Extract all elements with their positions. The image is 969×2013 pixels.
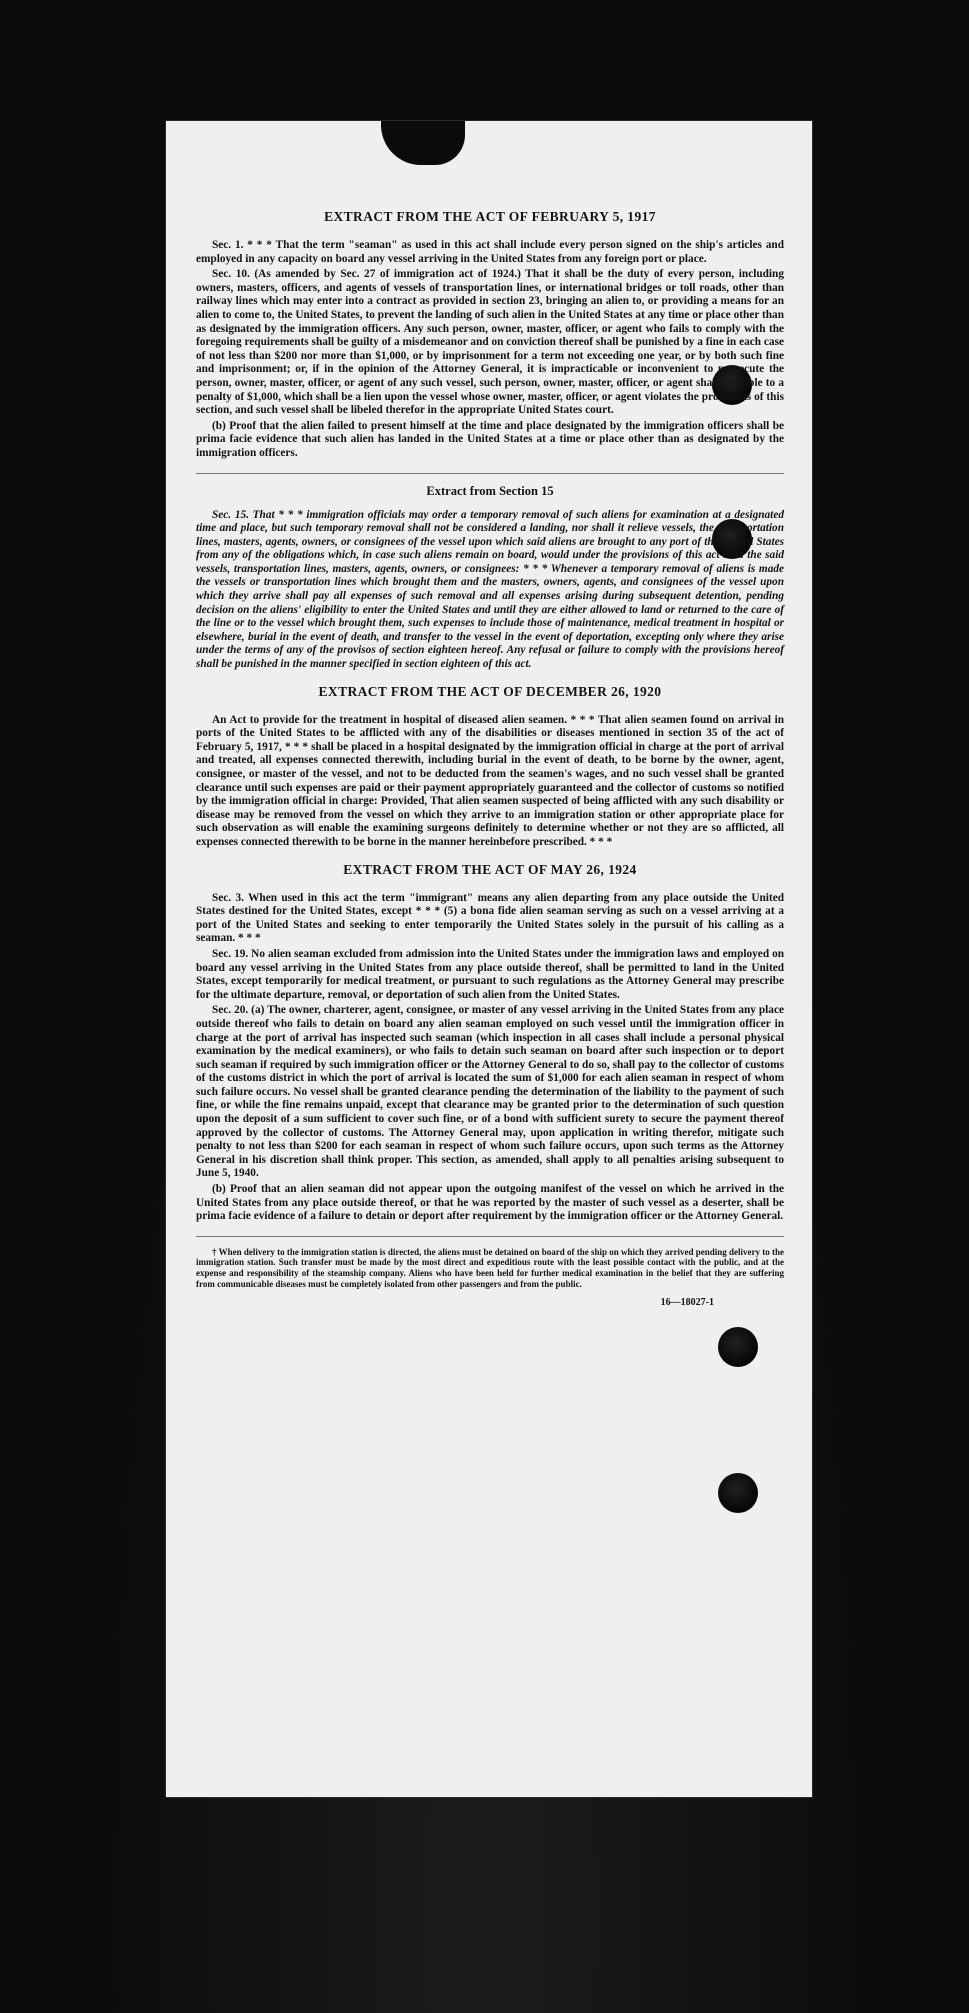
paragraph: Sec. 10. (As amended by Sec. 27 of immigration act of 1924.) That it shall be the duty of every person, including owners, masters, officers, and agents of vessels of transportation lines, or international bridges or toll roads, other than railway lines which may enter into a contract as provided in section 23, bringing an alien to, or providing a means for an alien to come to, the United States, to prevent the landing of such alien in the United States at any time or place other than as designated by the immigration officers. Any such person, owner, master, officer, or agent who fails to comply with the foregoing requirements shall be guilty of a misdemeanor and on conviction thereof shall be punished by a fine in each case of not less than $200 nor more than $1,000, or by imprisonment for a term not exceeding one year, or by both such fine and imprisonment; or, if in the opinion of the Attorney General, it is impracticable or inconvenient to prosecute the person, owner, master, officer, or agent of any such vessel, such person, owner, master, officer, or agent shall be liable to a penalty of $1,000, which shall be a lien upon the vessel whose owner, master, officer, or agent violates the provisions of this section, and such vessel shall be libeled therefor in the appropriate United States court. bbox=[196, 268, 784, 417]
section-heading: EXTRACT FROM THE ACT OF MAY 26, 1924 bbox=[343, 861, 637, 877]
section-act-1920 bbox=[196, 684, 784, 850]
document-text bbox=[196, 209, 784, 1308]
footnote-text: † When delivery to the immigration station is directed, the aliens must be detained on board of the ship on which they arrived pending delivery to the immigration station. Such transfer must be made by the most direct and expeditious route with the least possible contact with the public, and at the expense and responsibility of the steamship company. Aliens who have been held for further medical examination in the belief that they are suffering from communicable diseases must be completely isolated from other passengers and from the public. bbox=[196, 1246, 784, 1289]
section-heading: EXTRACT FROM THE ACT OF DECEMBER 26, 1920 bbox=[318, 683, 662, 699]
punch-hole-icon bbox=[718, 1473, 758, 1513]
section-15-extract bbox=[196, 484, 784, 672]
form-number: 16—18027-1 bbox=[660, 1297, 714, 1309]
paragraph: Sec. 15. That * * * immigration officials may order a temporary removal of such aliens for examination at a designated time and place, but such temporary removal shall not be considered a landing, nor shall it relieve vessels, the transportation lines, masters, agents, owners, or consignees of the vessel upon which said aliens are brought to any port of the United States from any of the obligations which, in case such aliens remain on board, would under the provisions of this act bind the said vessels, transportation lines, masters, agents, owners, or consignees: * * * Whenever a temporary removal of aliens is made the vessels or transportation lines which brought them and the masters, owners, agents, and consignees of the vessel upon which they arrive shall pay all expenses of such removal and all expenses arising during subsequent detention, pending decision on the aliens' eligibility to enter the United States and until they are either allowed to land or returned to the care of the line or to the vessel which brought them, such expenses to include those of maintenance, medical treatment in hospital or elsewhere, burial in the event of death, and transfer to the vessel in the event of deportation, excepting only where they arise under the terms of any of the provisos of section eighteen hereof. Any refusal or failure to comply with the provisions hereof shall be punished in the manner specified in section eighteen of this act. bbox=[196, 508, 784, 671]
paragraph: Sec. 1. * * * That the term "seaman" as used in this act shall include every person signed on the ship's articles and employed in any capacity on board any vessel arriving in the United States from any foreign port or place. bbox=[196, 239, 784, 265]
section-act-1917 bbox=[196, 209, 784, 461]
document-page bbox=[166, 121, 812, 1797]
paragraph: An Act to provide for the treatment in hospital of diseased alien seamen. * * * That alien seamen found on arrival in ports of the United States to be afflicted with any of the disabilities or diseases mentioned in section 35 of the act of February 5, 1917, * * * shall be placed in a hospital designated by the immigration official in charge at the port of arrival and treated, all expenses connected therewith, including burial in the event of death, to be borne by the owner, agent, consignee, or master of the vessel, and not to be deducted from the seamen's wages, and no such vessel shall be granted clearance until such expenses are paid or their payment appropriately guaranteed and the collector of customs so notified by the immigration official in charge: Provided, That alien seamen suspected of being afflicted with any such disability or disease may be removed from the vessel on which they arrive to an immigration station or other appropriate place for such observation as will enable the examining surgeons definitely to determine whether or not they are so afflicted, all expenses connected therewith to be borne in the manner hereinbefore prescribed. * * * bbox=[196, 713, 784, 848]
page-tear-notch bbox=[381, 121, 465, 165]
divider bbox=[196, 1236, 784, 1237]
section-heading: EXTRACT FROM THE ACT OF FEBRUARY 5, 1917 bbox=[324, 209, 656, 224]
paragraph: (b) Proof that an alien seaman did not appear upon the outgoing manifest of the vessel on which he arrived in the United States from any place outside thereof, or that he was reported by the master of such vessel as a deserter, shall be prima facie evidence of a failure to detain or deport after requirement by the immigration officer or the Attorney General. bbox=[196, 1183, 784, 1223]
section-act-1924 bbox=[196, 862, 784, 1224]
paragraph: (b) Proof that the alien failed to present himself at the time and place designated by the immigration officers shall be prima facie evidence that such alien has landed in the United States at a time or place other than as designated by the immigration officers. bbox=[196, 419, 784, 459]
punch-hole-icon bbox=[718, 1327, 758, 1367]
paragraph: Sec. 20. (a) The owner, charterer, agent, consignee, or master of any vessel arriving in the United States from any place outside thereof who fails to detain on board any alien seaman employed on such vessel until the immigration officer in charge at the port of arrival has inspected such seaman (which inspection in all cases shall include a personal physical examination by the medical examiners), or who fails to detain such seaman on board after such inspection or to deport such seaman if required by such immigration officer or the Attorney General to do so, shall pay to the collector of customs of the customs district in which the port of arrival is located the sum of $1,000 for each alien seaman in respect of whom such failure occurs. No vessel shall be granted clearance pending the determination of the liability to the payment of such fine, or while the fine remains unpaid, except that clearance may be granted prior to the determination of such question upon the deposit of a sum sufficient to cover such fine, or of a bond with sufficient surety to secure the payment thereof approved by the collector of customs. The Attorney General may, upon application in writing therefor, mitigate such penalty to not less than $200 for each seaman in respect of whom such failure occurs, upon such terms as the Attorney General in his discretion shall think proper. This section, as amended, shall apply to all penalties arising subsequent to June 5, 1940. bbox=[196, 1004, 784, 1180]
footnote bbox=[196, 1247, 784, 1289]
section-heading: Extract from Section 15 bbox=[426, 483, 554, 498]
paragraph: Sec. 3. When used in this act the term "immigrant" means any alien departing from any place outside the United States destined for the United States, except * * * (5) a bona fide alien seaman serving as such on a vessel arriving at a port of the United States and seeking to enter temporarily the United States solely in the pursuit of his calling as a seaman. * * * bbox=[196, 891, 784, 945]
paragraph: Sec. 19. No alien seaman excluded from admission into the United States under the immigration laws and employed on board any vessel arriving in the United States from any place outside thereof, shall be permitted to land in the United States, except temporarily for medical treatment, or pursuant to such regulations as the Attorney General may prescribe for the ultimate departure, removal, or deportation of such alien from the United States. bbox=[196, 947, 784, 1001]
divider bbox=[196, 473, 784, 474]
